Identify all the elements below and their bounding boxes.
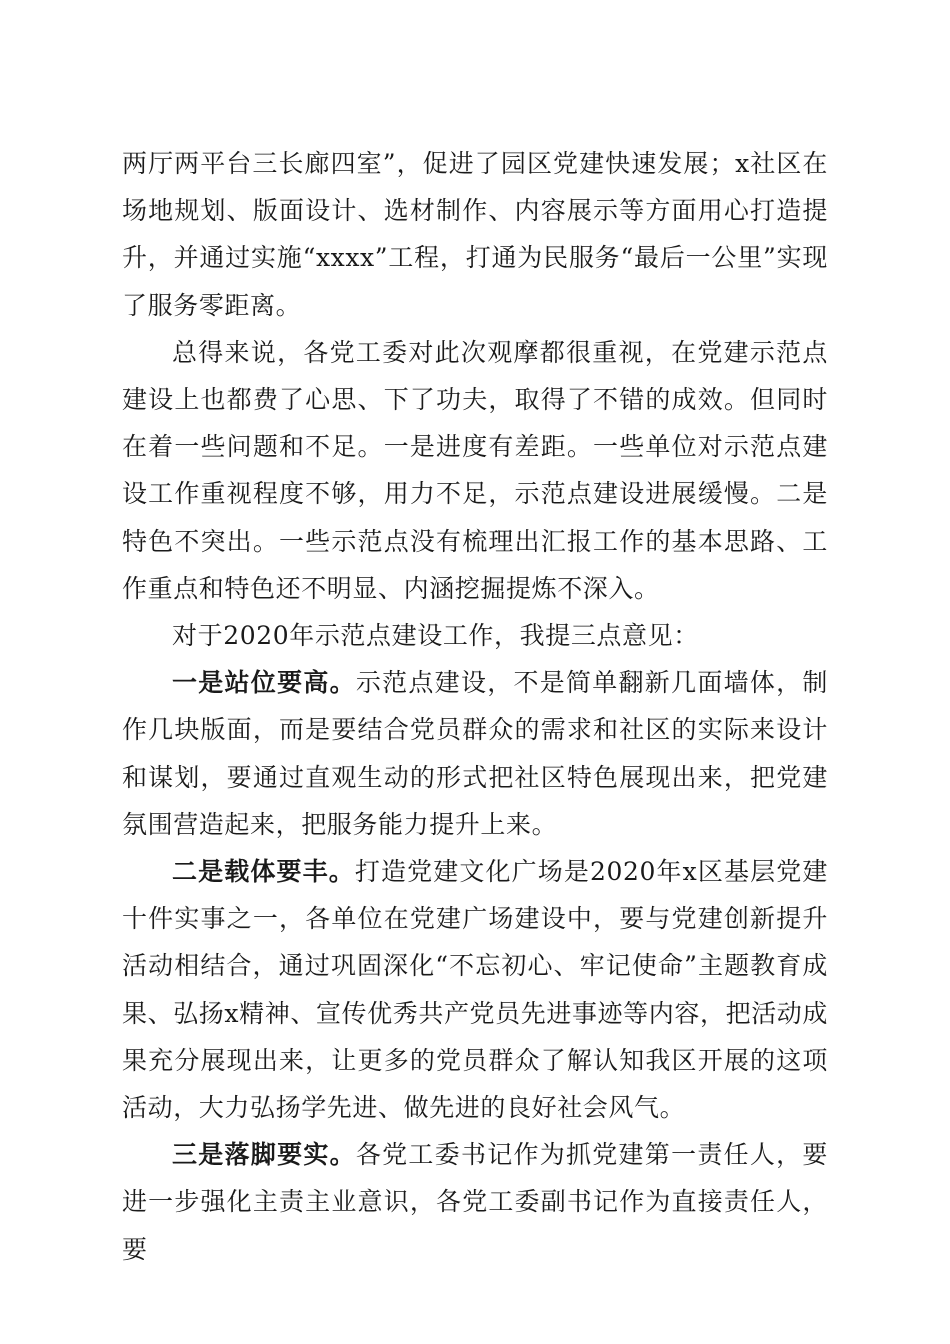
paragraph-5 — [122, 848, 828, 1131]
paragraph-3 — [122, 612, 828, 659]
paragraph-4-text: 示范点建设，不是简单翻新几面墙体，制作几块版面，而是要结合党员群众的需求和社区的实际来设计和谋划，要通过直观生动的形式把社区特色展现出来，把党建氛围营造起来，把服务能力提升上来。 — [122, 668, 828, 839]
paragraph-4 — [122, 659, 828, 848]
paragraph-1 — [122, 140, 828, 329]
paragraph-3-text: 对于2020年示范点建设工作，我提三点意见： — [172, 621, 699, 651]
paragraph-5-text: 打造党建文化广场是2020年x区基层党建十件实事之一，各单位在党建广场建设中，要与党建创新提升活动相结合，通过巩固深化“不忘初心、牢记使命”主题教育成果、弘扬x精神、宣传优秀共产党员先进事迹等内容，把活动成果充分展现出来，让更多的党员群众了解认知我区开展的这项活动，大力弘扬学先进、做先进的良好社会风气。 — [122, 857, 828, 1123]
paragraph-6 — [122, 1131, 828, 1273]
paragraph-6-lead: 三是落脚要实。 — [172, 1140, 356, 1170]
paragraph-2-text: 总得来说，各党工委对此次观摩都很重视，在党建示范点建设上也都费了心思、下了功夫，取得了不错的成效。但同时在着一些问题和不足。一是进度有差距。一些单位对示范点建设工作重视程度不够，用力不足，示范点建设进展缓慢。二是特色不突出。一些示范点没有梳理出汇报工作的基本思路、工作重点和特色还不明显、内涵挖掘提炼不深入。 — [122, 337, 828, 603]
document-body — [122, 140, 828, 1273]
paragraph-4-lead: 一是站位要高。 — [172, 668, 356, 698]
paragraph-1-text: 两厅两平台三长廊四室”，促进了园区党建快速发展；x社区在场地规划、版面设计、选材制作、内容展示等方面用心打造提升，并通过实施“xxxx”工程，打通为民服务“最后一公里”实现了服务零距离。 — [122, 149, 828, 320]
paragraph-6-text: 各党工委书记作为抓党建第一责任人，要进一步强化主责主业意识，各党工委副书记作为直接责任人，要 — [122, 1140, 828, 1264]
paragraph-5-lead: 二是载体要丰。 — [172, 857, 355, 887]
paragraph-2 — [122, 329, 828, 612]
